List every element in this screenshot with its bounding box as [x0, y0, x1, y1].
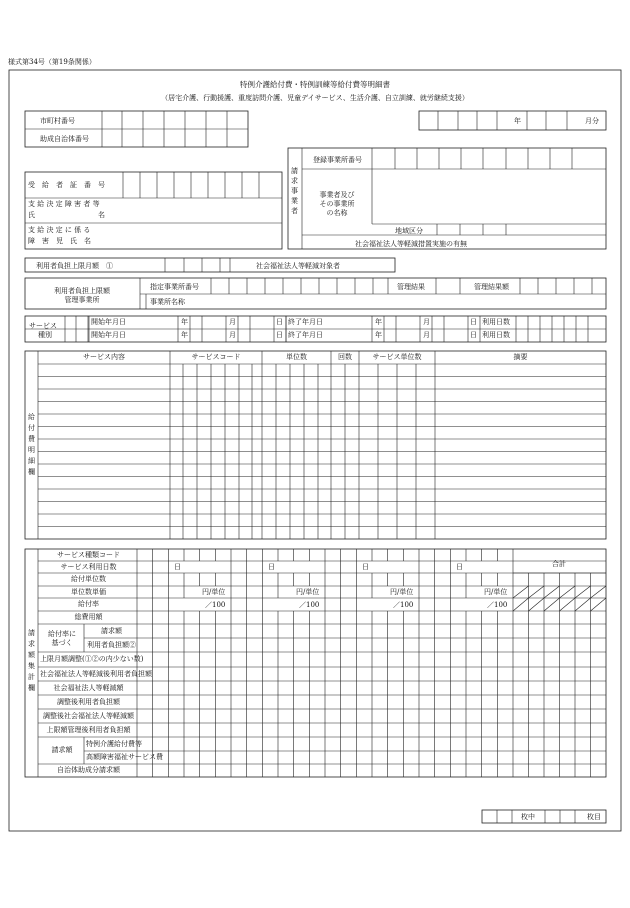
mgmt-office-label-2: 管理事業所	[64, 296, 100, 304]
child-name-label-1: 支 給 決 定 に 係 る	[28, 226, 91, 234]
billing-row-4: 給付率	[78, 600, 99, 608]
mgmt-result-amount-label: 管理結果額	[474, 283, 509, 291]
billing-per100-2: ／100	[393, 601, 414, 609]
billing-row-10: 社会福祉法人等軽減額	[53, 683, 124, 692]
billing-group-rate-1: 給付率に	[48, 630, 76, 638]
reduction-target-label: 社会福祉法人等軽減対象者	[256, 262, 340, 270]
billing-row-12: 調整後社会福祉法人等軽減額	[43, 711, 134, 720]
guardian-name-label-1: 支 給 決 定 障 害 者 等	[28, 200, 100, 208]
billing-row-9: 社会福祉法人等軽減後利用者負担額	[40, 669, 152, 678]
mgmt-office-no-label: 指定事業所番号	[150, 283, 199, 291]
page-title: 特例介護給付費・特例訓練等給付費等明細書	[240, 80, 390, 89]
mgmt-office-label-1: 利用者負担上限額	[54, 287, 110, 295]
form-number: 様式第34号（第19条関係）	[8, 58, 96, 66]
detail-header-3: 回数	[338, 353, 352, 361]
service-type-label-1: サービス	[29, 322, 57, 330]
billing-group-rate-2: 基づく	[51, 639, 73, 647]
billing-row-14: 特例介護給付費等	[86, 739, 142, 748]
svc-dy-label-2-1: 日	[276, 331, 283, 339]
billing-yen-unit-1: 円/単位	[296, 588, 320, 596]
detail-header-0: サービス内容	[83, 353, 125, 361]
billing-row-11: 調整後利用者負担額	[57, 697, 120, 706]
sheet-of-label: 枚中	[521, 813, 535, 821]
svc-mo-label-1-1: 月	[229, 331, 236, 339]
billing-yen-unit-2: 円/単位	[390, 588, 414, 596]
billing-row-1: サービス利用日数	[60, 562, 117, 571]
reg-office-no-label: 登録事業所番号	[313, 156, 362, 164]
claimant-vertical-label: 請求事業者	[291, 167, 298, 215]
billing-row-3: 単位数単価	[71, 587, 106, 596]
billing-yen-unit-3: 円/単位	[484, 588, 508, 596]
recipient-no-label: 受 給 者 証 番 号	[28, 181, 105, 189]
svc-dy-label-5-1: 日	[470, 331, 477, 339]
svc-dy-label-5-0: 日	[470, 318, 477, 326]
service-type-label-2: 種別	[38, 331, 52, 339]
subsidy-no-label: 助成自治体番号	[40, 135, 89, 143]
mgmt-office-name-label: 事業所名称	[150, 298, 185, 306]
detail-vertical-label: 給付費明細欄	[28, 413, 35, 476]
detail-header-5: 摘要	[513, 353, 528, 361]
municipality-no-label: 市町村番号	[40, 117, 75, 125]
monthly-limit-label: 利用者負担上限月額 ①	[36, 262, 113, 270]
billing-row-6: 請求額	[101, 626, 122, 635]
svc-days-label-2: 利用日数	[482, 331, 510, 339]
office-name-label-1: 事業者及び	[319, 191, 355, 199]
office-name-label-2: その事業所	[319, 200, 355, 208]
svc-start_date-label-2: 開始年月日	[91, 331, 126, 339]
svc-yr-label-0-0: 年	[181, 318, 188, 326]
detail-header-2: 単位数	[286, 353, 307, 361]
billing-day-unit-3: 日	[456, 563, 463, 571]
billing-row-2: 給付単位数	[71, 575, 106, 583]
svc-end_date-label-2: 終了年月日	[288, 331, 323, 339]
month-label: 月分	[585, 117, 599, 125]
billing-day-unit-1: 日	[268, 563, 275, 571]
billing-per100-1: ／100	[299, 601, 320, 609]
billing-row-16: 自治体助成分請求額	[57, 766, 120, 774]
billing-row-13: 上限額管理後利用者負担額	[46, 725, 131, 734]
svc-mo-label-4-1: 月	[423, 331, 430, 339]
svc-dy-label-2-0: 日	[276, 318, 283, 326]
area-label: 地域区分	[395, 227, 423, 235]
guardian-name-label-2: 氏 名	[28, 211, 105, 219]
svc-yr-label-0-1: 年	[181, 331, 188, 339]
billing-row-5: 総費用額	[74, 613, 103, 621]
svc-mo-label-4-0: 月	[423, 318, 430, 326]
social-welfare-label: 社会福祉法人等軽減措置実施の有無	[355, 240, 467, 248]
sheet-no-label: 枚目	[587, 813, 601, 821]
billing-group-claim: 請求額	[51, 746, 73, 754]
detail-header-4: サービス単位数	[372, 353, 422, 361]
billing-vertical-label: 請求額集計欄	[28, 629, 35, 692]
billing-row-7: 利用者負担額②	[87, 640, 136, 649]
svc-mo-label-1-0: 月	[229, 318, 236, 326]
child-name-label-2: 障 害 児 氏 名	[28, 237, 91, 245]
billing-total-label: 合計	[552, 560, 566, 568]
office-name-label-3: の名称	[326, 209, 348, 217]
svc-days-label-1: 利用日数	[482, 318, 510, 326]
billing-day-unit-0: 日	[174, 563, 181, 571]
billing-per100-3: ／100	[487, 601, 508, 609]
mgmt-result-label: 管理結果	[397, 283, 425, 291]
year-label: 年	[514, 117, 521, 125]
svc-end_date-label-1: 終了年月日	[288, 318, 323, 326]
billing-row-8: 上限月額調整(①②の内少ない数)	[40, 655, 144, 663]
billing-day-unit-2: 日	[362, 563, 369, 571]
billing-row-15: 高額障害福祉サービス費	[86, 753, 163, 761]
billing-yen-unit-0: 円/単位	[202, 588, 226, 596]
svc-start_date-label-1: 開始年月日	[91, 318, 126, 326]
detail-header-1: サービスコード	[191, 353, 241, 361]
page-subtitle: （居宅介護、行動援護、重度訪問介護、児童デイサービス、生活介護、自立訓練、就労継続支援）	[161, 94, 469, 102]
billing-row-0: サービス種類コード	[57, 550, 120, 559]
svc-yr-label-3-0: 年	[375, 318, 382, 326]
svc-yr-label-3-1: 年	[375, 331, 382, 339]
billing-per100-0: ／100	[205, 601, 226, 609]
